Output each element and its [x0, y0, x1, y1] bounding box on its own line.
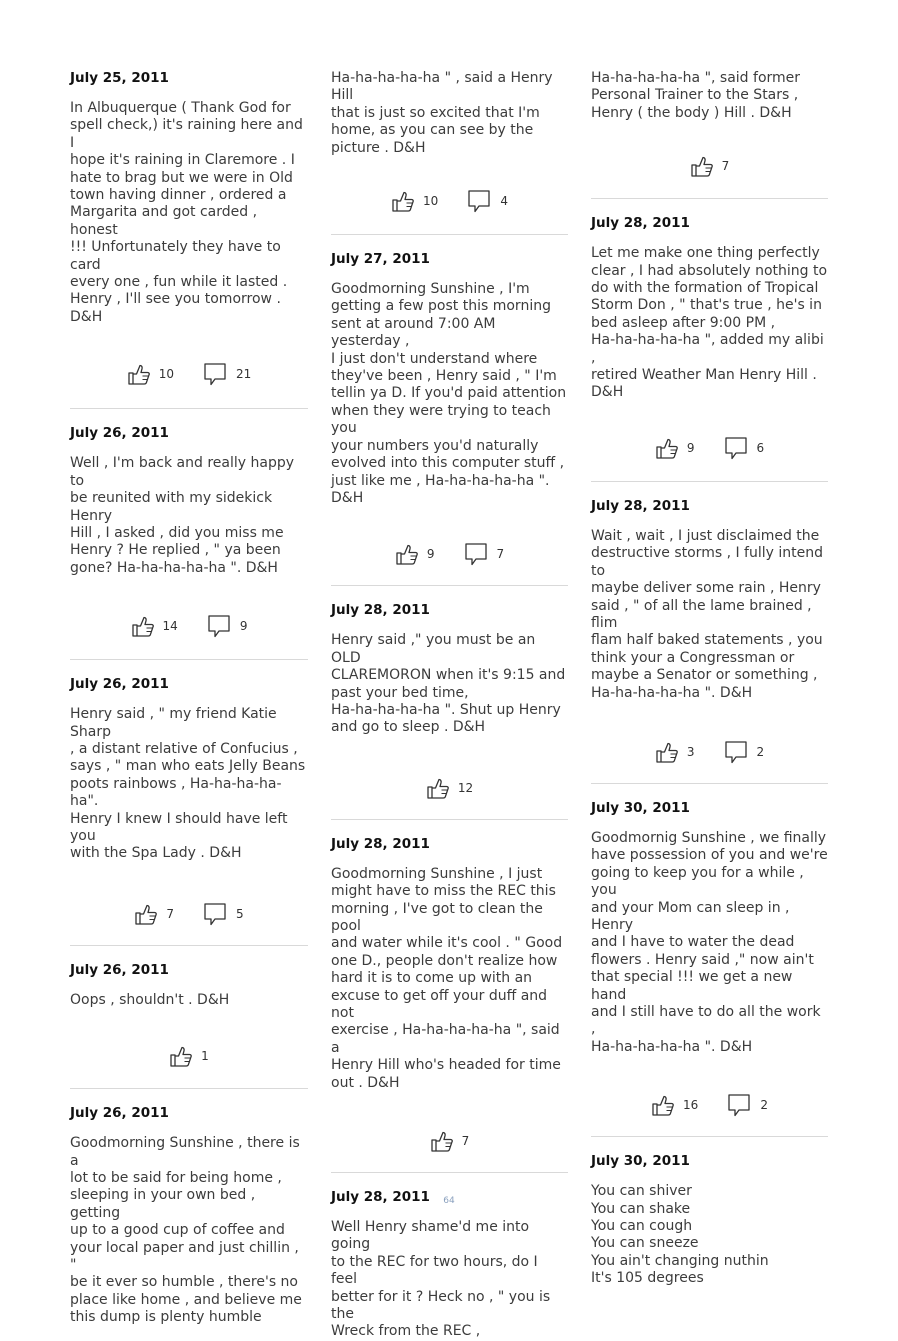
post-text: Goodmorning Sunshine , there is a lot to be said for being home , sleeping in your own bed , getting up to a good cup of coffee and your local paper and just chillin , " be it ever so humble , there's no place like home , and believe me this dump is plenty humble: [70, 1135, 302, 1326]
post-text: You can shiver You can shake You can cough You can sneeze You ain't changing nuthin It's 105 degrees: [591, 1183, 769, 1287]
thumbs-up-icon: [127, 362, 151, 386]
like-count: 9: [426, 547, 435, 562]
comment-button[interactable]: [723, 739, 765, 765]
thumbs-up-icon: [134, 902, 158, 926]
comment-count: 7: [496, 547, 505, 562]
post-text: Well , I'm back and really happy to be reunited with my sidekick Henry Hill , I asked , did you miss me Henry ? He replied , " ya been gone? Ha-ha-ha-ha-ha ". D&H: [70, 455, 295, 576]
post-stats: [591, 434, 828, 462]
post-date: July 25, 2011: [70, 70, 169, 86]
post-stats: [331, 540, 568, 568]
like-count: 1: [201, 1049, 209, 1064]
post: [591, 215, 828, 482]
divider: [331, 1172, 568, 1173]
divider: [591, 783, 828, 784]
post-stats: [591, 738, 828, 766]
divider: [70, 408, 308, 409]
post-stats: [70, 612, 308, 640]
divider: [591, 481, 828, 482]
comment-button[interactable]: [723, 435, 765, 461]
comment-button[interactable]: [202, 361, 251, 387]
page-number: 64: [443, 1196, 455, 1206]
comment-button[interactable]: [463, 541, 505, 567]
post-text: Ha-ha-ha-ha-ha " , said a Henry Hill that is just so excited that I'm home, as you can see by the picture . D&H: [331, 70, 553, 156]
comment-count: 5: [236, 906, 244, 921]
post-stats: [331, 774, 568, 802]
comment-bubble-icon: [202, 901, 228, 927]
like-button[interactable]: [395, 542, 435, 566]
post-stats: [591, 152, 828, 180]
post-text: Henry said , " my friend Katie Sharp , a distant relative of Confucius , says , " man who eats Jelly Beans poots rainbows , Ha-ha-ha-ha-ha". Henry I knew I should have left you with the Spa Lady . D&H: [70, 706, 306, 862]
thumbs-up-icon: [391, 189, 415, 213]
post-date: July 28, 2011: [591, 497, 690, 514]
post-stats: [591, 1091, 828, 1119]
column-1: [70, 70, 308, 1327]
post-date: July 30, 2011: [591, 799, 690, 816]
like-count: 9: [686, 440, 695, 455]
post-text: Oops , shouldn't . D&H: [70, 991, 230, 1008]
comment-count: 2: [756, 744, 765, 759]
like-button[interactable]: [655, 740, 695, 764]
post-stats: [70, 900, 308, 928]
thumbs-up-icon: [131, 614, 155, 638]
post: [591, 70, 828, 199]
post-text: Well Henry shame'd me into going to the REC for two hours, do I feel better for it ? Heck no , " you is the Wreck from the REC ,: [331, 1219, 551, 1340]
comment-count: 6: [756, 440, 765, 455]
comment-count: 21: [236, 367, 252, 382]
comment-button[interactable]: [202, 901, 244, 927]
comment-bubble-icon: [202, 361, 228, 387]
comment-button[interactable]: [206, 613, 248, 639]
comment-button[interactable]: [466, 188, 508, 214]
comment-count: 4: [500, 194, 508, 209]
post: [591, 1153, 828, 1287]
comment-count: 9: [239, 619, 248, 634]
thumbs-up-icon: [651, 1093, 675, 1117]
post-text: Ha-ha-ha-ha-ha ", said former Personal Trainer to the Stars , Henry ( the body ) Hill . D&H: [591, 70, 801, 121]
post-date: July 28, 2011: [331, 602, 430, 619]
post: [331, 251, 568, 586]
comment-bubble-icon: [463, 541, 489, 567]
like-count: 10: [423, 194, 439, 209]
comment-bubble-icon: [723, 739, 749, 765]
post: [70, 425, 308, 660]
post: [70, 1105, 308, 1326]
like-count: 7: [461, 1134, 470, 1149]
post-date: July 28, 2011: [331, 835, 430, 852]
like-count: 7: [166, 906, 174, 921]
like-count: 7: [721, 159, 730, 174]
post-date: July 26, 2011: [70, 676, 169, 693]
like-button[interactable]: [131, 614, 178, 638]
post: [70, 70, 308, 409]
like-button[interactable]: [127, 362, 174, 386]
post: [70, 676, 308, 946]
divider: [70, 945, 308, 946]
divider: [591, 1136, 828, 1137]
thumbs-up-icon: [426, 776, 450, 800]
post-text: Henry said ," you must be an OLD CLAREMORON when it's 9:15 and past your bed time, Ha-ha-ha-ha-ha ". Shut up Henry and go to sleep . D&H: [331, 632, 566, 736]
post-stats: [331, 187, 568, 215]
post-date: July 26, 2011: [70, 961, 169, 978]
post: [331, 602, 568, 819]
divider: [331, 819, 568, 820]
thumbs-up-icon: [430, 1129, 454, 1153]
divider: [70, 659, 308, 660]
divider: [591, 198, 828, 199]
post-date: July 30, 2011: [591, 1153, 690, 1170]
post-text: Goodmorning Sunshine , I'm getting a few post this morning sent at around 7:00 AM yesterday , I just don't understand where they've been , Henry said , " I'm tellin ya D. If you'd paid attention when they were trying to teach you your numbers you'd naturally evolved into this computer stuff , just like me , Ha-ha-ha-ha-ha ". D&H: [331, 281, 567, 506]
thumbs-up-icon: [655, 436, 679, 460]
divider: [331, 585, 568, 586]
post-text: In Albuquerque ( Thank God for spell check,) it's raining here and I hope it's raining in Claremore . I hate to brag but we were in Old town having dinner , ordered a Margarita and got carded , honest !!! Unfortunately they have to card every one , fun while it lasted . Henry , I'll see you tomorrow . D&H: [70, 100, 303, 325]
like-button[interactable]: [651, 1093, 698, 1117]
post-text: Let me make one thing perfectly clear , I had absolutely nothing to do with the formation of Tropical Storm Don , " that's true , he's in bed asleep after 9:00 PM , Ha-ha-ha-ha-ha ", added my alibi , retired Weather Man Henry Hill . D&H: [591, 245, 828, 401]
post: [591, 800, 828, 1137]
thumbs-up-icon: [169, 1044, 193, 1068]
post: [331, 70, 568, 235]
comment-bubble-icon: [466, 188, 492, 214]
post-text: Goodmornig Sunshine , we finally have possession of you and we're going to keep you for a while , you and your Mom can sleep in , Henry and I have to water the dead flowers . Henry said ," now ain't that special !!! we get a new hand and I still have to do all the work , Ha-ha-ha-ha-ha ". D&H: [591, 829, 828, 1055]
column-3: [591, 70, 828, 1288]
like-count: 3: [686, 744, 695, 759]
divider: [70, 1088, 308, 1089]
comment-bubble-icon: [723, 435, 749, 461]
like-button[interactable]: [391, 189, 438, 213]
column-2: [331, 70, 568, 1341]
like-count: 14: [162, 619, 178, 634]
thumbs-up-icon: [690, 154, 714, 178]
like-button[interactable]: [690, 154, 730, 178]
comment-bubble-icon: [726, 1092, 752, 1118]
post: [331, 836, 568, 1173]
post-date: July 28, 2011: [331, 1189, 430, 1206]
post-stats: [331, 1127, 568, 1155]
post-date: July 28, 2011: [591, 215, 690, 232]
post: [331, 1189, 568, 1341]
comment-button[interactable]: [726, 1092, 768, 1118]
post-text: Goodmorning Sunshine , I just might have to miss the REC this morning , I've got to clean the pool and water while it's cool . " Good one D., people don't realize how hard it is to come up with an excuse to get off your duff and not exercise , Ha-ha-ha-ha-ha ", said a Henry Hill who's headed for time out . D&H: [331, 865, 563, 1091]
like-count: 10: [158, 367, 174, 382]
like-button[interactable]: [134, 902, 174, 926]
comment-bubble-icon: [206, 613, 232, 639]
like-count: 12: [457, 780, 474, 795]
like-button[interactable]: [430, 1129, 470, 1153]
thumbs-up-icon: [395, 542, 419, 566]
post-stats: [70, 1042, 308, 1070]
post-date: July 26, 2011: [70, 1105, 169, 1122]
post-text: Wait , wait , I just disclaimed the destructive storms , I fully intend to maybe deliver some rain , Henry said , " of all the lame brained , flim flam half baked statements , you think your a Congressman or maybe a Senator or something , Ha-ha-ha-ha-ha ". D&H: [591, 527, 823, 701]
like-button[interactable]: [655, 436, 695, 460]
comment-count: 2: [760, 1098, 768, 1113]
like-button[interactable]: [426, 776, 473, 800]
divider: [331, 234, 568, 235]
post: [70, 962, 308, 1089]
post-stats: [70, 360, 308, 388]
like-count: 16: [683, 1098, 699, 1113]
thumbs-up-icon: [655, 740, 679, 764]
post-date: July 27, 2011: [331, 251, 430, 268]
like-button[interactable]: [169, 1044, 209, 1068]
post-date: July 26, 2011: [70, 425, 169, 442]
post: [591, 498, 828, 784]
